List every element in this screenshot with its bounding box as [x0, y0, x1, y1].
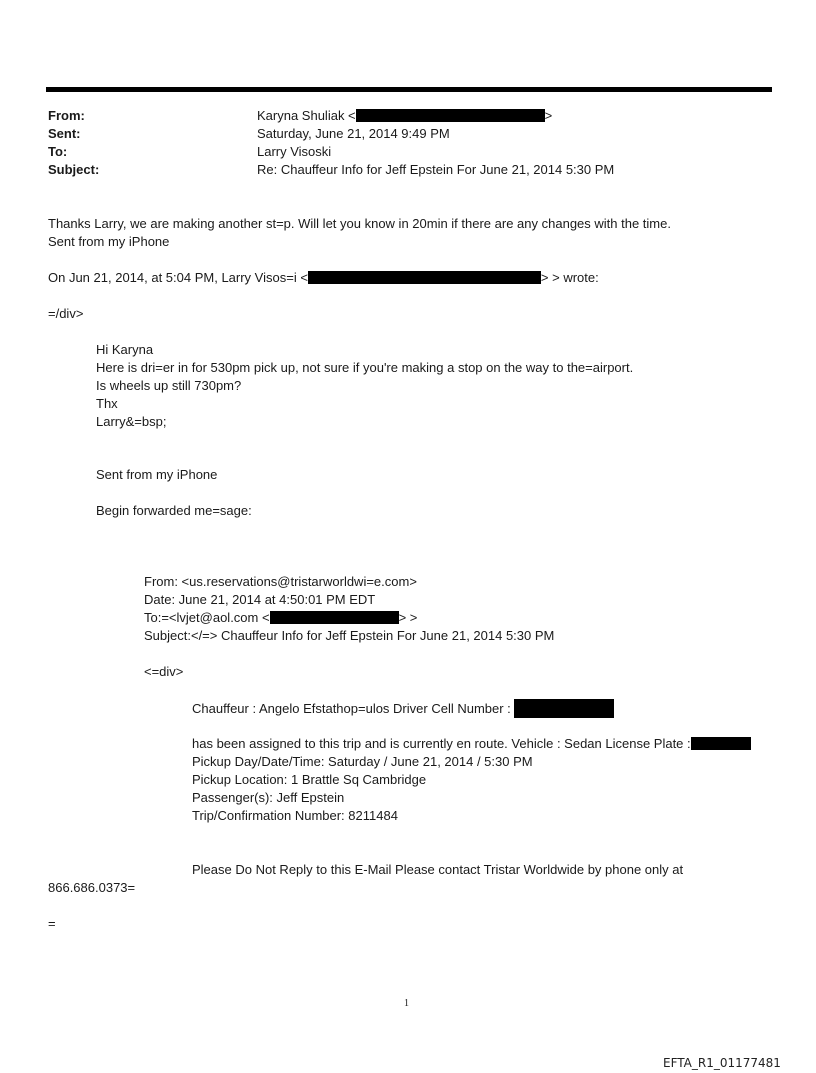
redaction-bar: [308, 271, 541, 284]
fwd-to-text: To:=<lvjet@aol.com <: [144, 610, 270, 625]
redaction-bar: [514, 699, 614, 718]
quoted-line-3: Thx: [96, 396, 118, 411]
quoted-line-2: Is wheels up still 730pm?: [96, 378, 242, 393]
no-reply-notice: Please Do Not Reply to this E-Mail Please contact Tristar Worldwide by phone only at: [192, 862, 684, 877]
trailing-equals: =: [48, 916, 56, 931]
header-rule: [46, 87, 772, 92]
chauffeur-text: Chauffeur : Angelo Efstathop=ulos Driver Cell Number :: [192, 701, 511, 716]
phone-number: 866.686.0373=: [48, 880, 136, 895]
fwd-to: [144, 609, 417, 627]
trip-number: Trip/Confirmation Number: 8211484: [192, 808, 398, 823]
fwd-to-tail: > >: [398, 610, 418, 625]
redaction-bar: [691, 737, 751, 750]
quoted-forward: Begin forwarded me=sage:: [96, 503, 252, 518]
div-close: =/div>: [48, 306, 84, 321]
page-number: 1: [404, 998, 409, 1009]
from-name: Karyna Shuliak <: [257, 108, 356, 123]
redaction-bar: [356, 109, 545, 122]
redaction-bar: [270, 611, 399, 624]
quoted-line-1: Here is dri=er in for 530pm pick up, not sure if you're making a stop on the way to the=airport.: [96, 360, 634, 375]
fwd-subject: Subject:</=> Chauffeur Info for Jeff Epstein For June 21, 2014 5:30 PM: [144, 628, 555, 643]
fwd-from: From: <us.reservations@tristarworldwi=e.com>: [144, 574, 417, 589]
sent-value: Saturday, June 21, 2014 9:49 PM: [257, 126, 450, 141]
quoted-sent: Sent from my iPhone: [96, 467, 218, 482]
fwd-date: Date: June 21, 2014 at 4:50:01 PM EDT: [144, 592, 376, 607]
fwd-div-open: <=div>: [144, 664, 184, 679]
document-id: EFTA_R1_01177481: [663, 1056, 781, 1070]
sent-label: Sent:: [48, 126, 81, 141]
from-close: >: [544, 108, 553, 123]
passenger: Passenger(s): Jeff Epstein: [192, 790, 345, 805]
subject-value: Re: Chauffeur Info for Jeff Epstein For June 21, 2014 5:30 PM: [257, 162, 615, 177]
pickup-datetime: Pickup Day/Date/Time: Saturday / June 21, 2014 / 5:30 PM: [192, 754, 533, 769]
to-label: To:: [48, 144, 68, 159]
quoted-greeting: Hi Karyna: [96, 342, 154, 357]
body-line-2: Sent from my iPhone: [48, 234, 170, 249]
quote-intro-text: On Jun 21, 2014, at 5:04 PM, Larry Visos=i <: [48, 270, 308, 285]
body-line-1: Thanks Larry, we are making another st=p. Will let you know in 20min if there are any changes with the time.: [48, 216, 671, 231]
subject-label: Subject:: [48, 162, 100, 177]
quoted-line-4: Larry&=bsp;: [96, 414, 167, 429]
quote-intro-tail: > > wrote:: [540, 270, 599, 285]
assigned-line: [192, 735, 751, 753]
chauffeur-line: [192, 699, 614, 718]
quote-intro: [48, 269, 599, 287]
assigned-text: has been assigned to this trip and is currently en route. Vehicle : Sedan License Plate :: [192, 736, 691, 751]
pickup-location: Pickup Location: 1 Brattle Sq Cambridge: [192, 772, 427, 787]
from-label: From:: [48, 108, 85, 123]
from-value: [257, 107, 552, 125]
to-value: Larry Visoski: [257, 144, 332, 159]
